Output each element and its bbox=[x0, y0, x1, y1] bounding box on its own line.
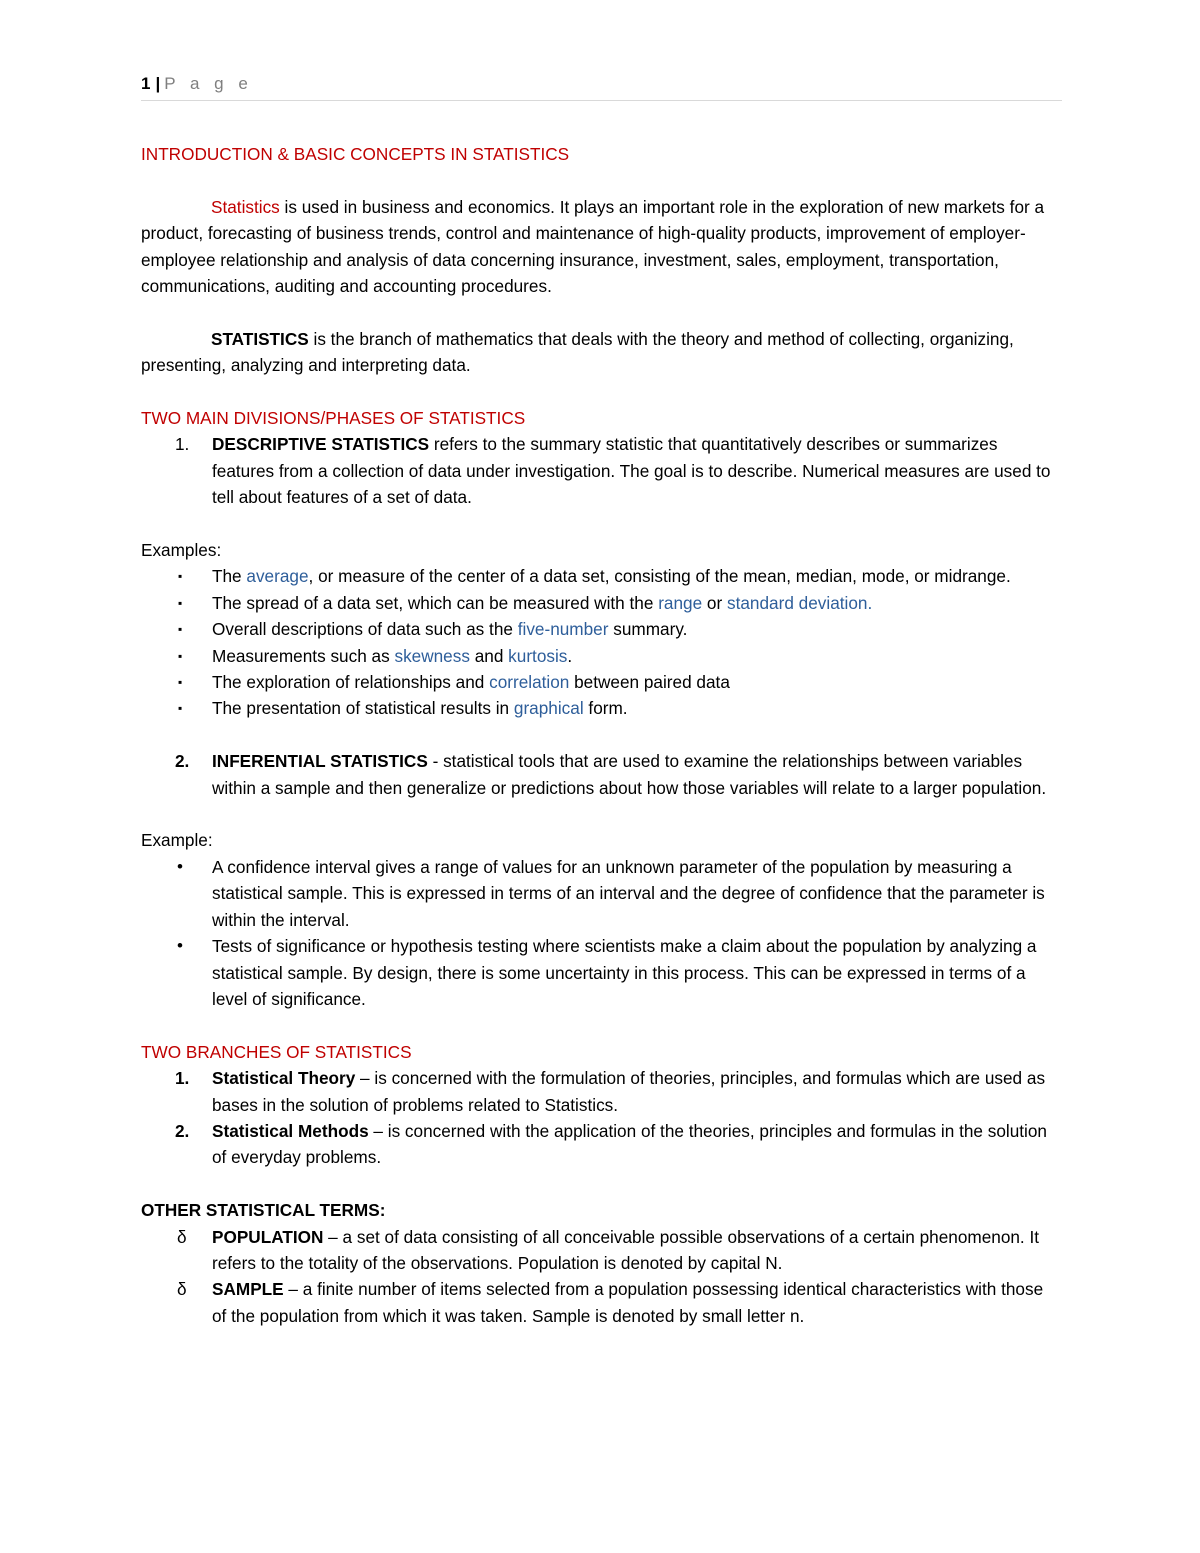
square-bullet-icon: ▪ bbox=[178, 675, 183, 690]
link-five-number[interactable]: five-number bbox=[517, 619, 609, 640]
list-marker: 2. bbox=[175, 751, 190, 772]
square-bullet-icon: ▪ bbox=[178, 569, 183, 584]
bullet-dot-icon: • bbox=[177, 856, 183, 876]
branches-heading: TWO BRANCHES OF STATISTICS bbox=[141, 1041, 412, 1062]
square-bullet-icon: ▪ bbox=[178, 648, 183, 663]
list-item: ▪ Measurements such as skewness and kurtosis. bbox=[141, 643, 1062, 669]
list-item-population: δ POPULATION – a set of data consisting of all conceivable possible observations of a certain phenomenon. It refers to the totality of the observations. Population is denoted by capital N. bbox=[141, 1224, 1062, 1277]
inferential-text: - statistical tools that are used to examine the relationships between variables within a sample and then generalize or predictions about how those variables will relate to a larger population. bbox=[212, 751, 1047, 798]
list-item-sample: δ SAMPLE – a finite number of items selected from a population possessing identical characteristics with those of the population from which it was taken. Sample is denoted by small letter n. bbox=[141, 1276, 1062, 1329]
page-number: 1 bbox=[141, 74, 151, 93]
divisions-heading: TWO MAIN DIVISIONS/PHASES OF STATISTICS bbox=[141, 408, 526, 429]
list-item-inferential bbox=[141, 748, 1062, 801]
list-item: ▪ The average, or measure of the center of a data set, consisting of the mean, median, mode, or midrange. bbox=[141, 563, 1062, 589]
list-item: ▪ The spread of a data set, which can be measured with the range or standard deviation. bbox=[141, 590, 1062, 616]
inferential-term: INFERENTIAL STATISTICS bbox=[212, 751, 428, 772]
list-item: ▪ Overall descriptions of data such as the five-number summary. bbox=[141, 616, 1062, 642]
bullet-dot-icon: • bbox=[177, 936, 183, 956]
list-item: ▪ The exploration of relationships and correlation between paired data bbox=[141, 669, 1062, 695]
intro-paragraph bbox=[141, 194, 1062, 300]
document-body bbox=[141, 141, 1062, 1329]
statistics-term: Statistics bbox=[211, 196, 280, 217]
link-average[interactable]: average bbox=[246, 566, 309, 587]
definition-text: is the branch of mathematics that deals with the theory and method of collecting, organizing, presenting, analyzing and interpreting data. bbox=[141, 328, 1014, 376]
link-range[interactable]: range bbox=[658, 592, 703, 613]
delta-bullet-icon: δ bbox=[177, 1279, 187, 1300]
list-item: • Tests of significance or hypothesis testing where scientists make a claim about the population by analyzing a statistical sample. By design, there is some uncertainty in this process. This can be expressed in terms of a level of significance. bbox=[141, 933, 1062, 1012]
list-item-descriptive bbox=[141, 431, 1062, 510]
list-item: ▪ The presentation of statistical results in graphical form. bbox=[141, 695, 1062, 721]
descriptive-text: refers to the summary statistic that quantitatively describes or summarizes features from a collection of data under investigation. The goal is to describe. Numerical measures are used to tell about features of a set of data. bbox=[212, 434, 1051, 508]
definition-term: STATISTICS bbox=[211, 328, 309, 349]
link-correlation[interactable]: correlation bbox=[489, 672, 570, 693]
page-header bbox=[141, 72, 1062, 101]
link-graphical[interactable]: graphical bbox=[513, 698, 584, 719]
intro-paragraph-text: is used in business and economics. It plays an important role in the exploration of new markets for a product, forecasting of business trends, control and maintenance of high-quality products, improvement of employer-employee relationship and analysis of data concerning insurance, investment, sales, employment, transportation, communications, auditing and accounting procedures. bbox=[141, 196, 1045, 297]
square-bullet-icon: ▪ bbox=[178, 595, 183, 610]
header-separator: | bbox=[155, 74, 161, 93]
descriptive-term: DESCRIPTIVE STATISTICS bbox=[212, 434, 430, 455]
delta-bullet-icon: δ bbox=[177, 1226, 187, 1247]
link-standard-deviation[interactable]: standard deviation. bbox=[727, 592, 873, 613]
definition-paragraph bbox=[141, 326, 1062, 379]
list-marker: 2. bbox=[175, 1120, 190, 1141]
square-bullet-icon: ▪ bbox=[178, 622, 183, 637]
example-label: Example: bbox=[141, 830, 213, 851]
square-bullet-icon: ▪ bbox=[178, 701, 183, 716]
examples-label: Examples: bbox=[141, 540, 222, 561]
document-title: INTRODUCTION & BASIC CONCEPTS IN STATISTICS bbox=[141, 144, 570, 164]
list-item-statistical-theory: 1. Statistical Theory – is concerned with the formulation of theories, principles, and formulas which are used as bases in the solution of problems related to Statistics. bbox=[141, 1065, 1062, 1118]
link-skewness[interactable]: skewness bbox=[394, 645, 470, 666]
list-marker: 1. bbox=[175, 1068, 190, 1089]
page-label: P a g e bbox=[164, 74, 253, 93]
list-item-statistical-methods: 2. Statistical Methods – is concerned with the application of the theories, principles and formulas in the solution of everyday problems. bbox=[141, 1118, 1062, 1171]
list-item: • A confidence interval gives a range of values for an unknown parameter of the population by measuring a statistical sample. This is expressed in terms of an interval and the degree of confidence that the parameter is within the interval. bbox=[141, 854, 1062, 933]
list-marker: 1. bbox=[175, 434, 190, 455]
terms-heading: OTHER STATISTICAL TERMS: bbox=[141, 1200, 386, 1221]
link-kurtosis[interactable]: kurtosis bbox=[508, 645, 568, 666]
